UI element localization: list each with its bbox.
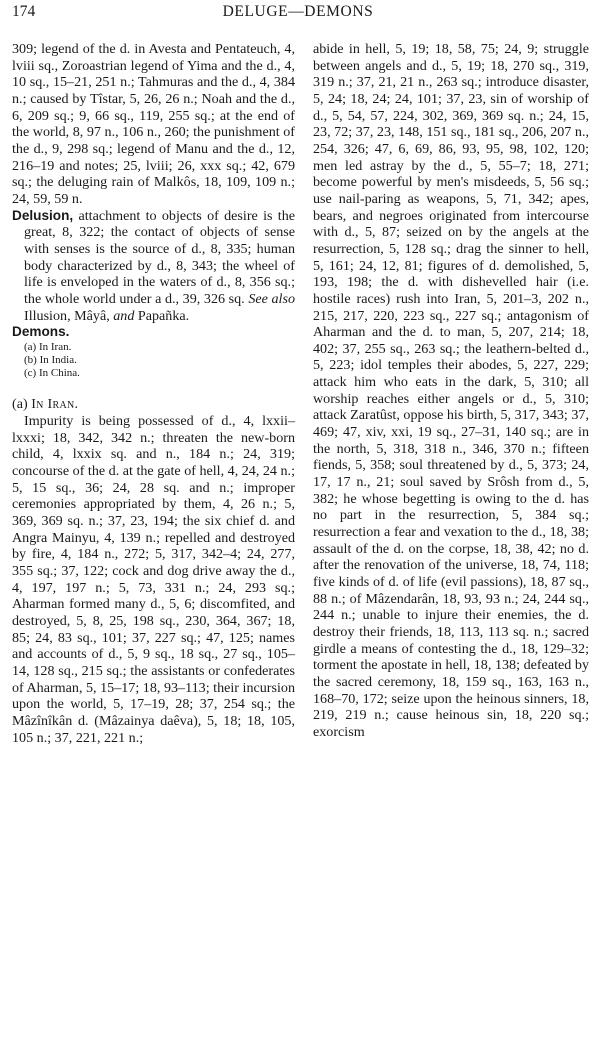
- section-heading-iran: [12, 396, 295, 413]
- subsection-item: (b) In India.: [24, 354, 77, 367]
- see-also-label: See also: [248, 290, 295, 307]
- subsection-item: (c) In China.: [24, 367, 80, 380]
- right-column: [313, 41, 589, 741]
- section-label: (a): [12, 396, 28, 413]
- demons-headword: Demons.: [12, 324, 70, 340]
- demons-subsection-list: [12, 341, 295, 381]
- iran-entry-text: Impurity is being possessed of d., 4, lxxii–lxxxi; 18, 342, 342 n.; threaten the new-born child, 4, lxxix sq. and n., 184 n.; 24, 319; concourse of the d. at the gate of hell, 4, 24, 24 n.; 5, 15 sq., 36; 24, 28 sq. and n.; improper ceremonies appropriated by them, 4, 26 n.; 5, 369, 369 sq. n.; 37, 23, 194; the six chief d. and Angra Mainyu, 4, 139 n.; repelled and destroyed by fire, 4, 184 n., 272; 5, 317, 342–4; 24, 277, 355 sq.; 37, 122; cock and dog drive away the d., 4, 197, 197 n.; 5, 73, 331 n.; 24, 293 sq.; Aharman formed many d., 5, 6; discomfited, and destroyed, 5, 8, 25, 198 sq., 230, 364, 367; 18, 85; 24, 83 sq., 101; 37, 227 sq.; 47, 125; names and accounts of d., 5, 9 sq., 18 sq., 27 sq., 105–14, 128 sq., 215 sq.; the assistants or confederates of Aharman, 5, 15–17; 18, 93–113; their incursion upon the world, 5, 17–19, 28; 37, 254 sq.; the Mâzînîkân d. (Mâzainya daêva), 5, 18; 18, 105, 105 n.; 37, 221, 221 n.;: [12, 413, 295, 746]
- iran-entry-continuation: abide in hell, 5, 19; 18, 58, 75; 24, 9; struggle between angels and d., 5, 19; 18, 270 sq., 319, 319 n.; 37, 21, 21 n., 263 sq.; introduce disaster, 5, 24; 18, 24; 24, 101; 37, 23, sin of worship of d., 5, 54, 57, 224, 302, 369, 369 sq. n.; 24, 15, 23, 72; 37, 23, 148, 151 sq., 181 sq., 206, 207 n., 254, 326; 47, 6, 69, 86, 93, 95, 98, 102, 120; men led astray by the d., 5, 55–7; 18, 271; become powerful by men's misdeeds, 5, 56 sq.; use nail-paring as weapons, 5, 71, 342; apes, bears, and negroes originated from intercourse with d., 5, 87; seized on by the angels at the resurrection, 5, 128 sq.; drag the sinner to hell, 5, 161; 24, 12, 81; figures of d. demolished, 5, 193, 198; the d. with dishevelled hair (i.e. hostile races) rush into Iran, 5, 201–3, 202 n., 215, 217, 220, 223 sq., 227 sq.; antagonism of Aharman and the d. to man, 5, 207, 214; 18, 402; 37, 255 sq., 263 sq.; the leathern-belted d., 5, 223; idol temples their abodes, 5, 227, 229; attack him who eats in the dark, 5, 310; all worship reaches either angels or d., 5, 310; attack Zaratûst, oppose his birth, 5, 317, 343; 37, 469; 47, xiv, xxi, 19 sq., 27–31, 140 sq.; are in the north, 5, 318, 318 n., 346, 370 n.; fifteen fiends, 5, 358; soul threatened by d., 5, 373; 24, 17, 17 n., 21; soul saved by Srôsh from d., 5, 382; he whose begetting is owing to the d. has no part in the resurrection, 5, 384 sq.; resurrection a fear and vexation to the d., 18, 38; assault of the d. on the corpse, 18, 38, 42; no d. after the renovation of the universe, 18, 74, 118; five kinds of d. of life (evil passions), 18, 87 sq., 88 n.; of Mâzendarân, 18, 93, 93 n.; 24, 244 sq., 244 n.; unable to injure their enemies, the d. destroy their friends, 18, 113, 113 sq. n.; sacred girdle a means of contesting the d., 18, 129–32; torment the apostate in hell, 18, 138; defeated by the sacred ceremony, 18, 159 sq., 163, 163 n., 168–70, 172; seize upon the heinous sinners, 18, 219, 219 n.; cause heinous sin, 18, 220 sq.; exorcism: [313, 41, 589, 740]
- delusion-refs: Illusion, Mâyâ,: [24, 307, 114, 324]
- deluge-entry-continuation: 309; legend of the d. in Avesta and Pentateuch, 4, lviii sq., Zoroastrian legend of Yima and the d., 4, 10 sq., 15–21, 251 n.; Tahmuras and the d., 4, 384 n.; caused by Tîstar, 5, 26, 26 n.; Noah and the d., 6, 209 sq.; 9, 66 sq., 119, 255 sq.; at the end of the world, 8, 97 n., 106 n., 260; the punishment of the d., 9, 298 sq.; legend of Manu and the d., 12, 216–19 and notes; 25, lviii; 26, xxx sq.; 42, 679 sq.; the deluging rain of Malkôs, 18, 109, 109 n.; 24, 59, 59 n.: [12, 41, 295, 207]
- delusion-headword: Delusion,: [12, 207, 74, 223]
- running-head: DELUGE—DEMONS: [222, 3, 374, 20]
- delusion-last-ref: Papañka.: [134, 307, 190, 324]
- section-title: In Iran.: [31, 396, 79, 413]
- page-header: [12, 3, 584, 27]
- delusion-entry: [12, 208, 295, 325]
- page-number: 174: [12, 3, 36, 20]
- and-label: and: [113, 307, 135, 324]
- left-column: [12, 41, 295, 746]
- delusion-text: attachment to objects of desire is the great, 8, 322; the contact of objects of sense with senses is the source of d., 8, 335; human body characterized by d., 8, 343; the wheel of life is enveloped in the waters of d., 8, 356 sq.; the whole world under a d., 39, 326 sq.: [24, 207, 295, 307]
- subsection-item: (a) In Iran.: [24, 340, 72, 353]
- demons-entry-head: [12, 324, 295, 341]
